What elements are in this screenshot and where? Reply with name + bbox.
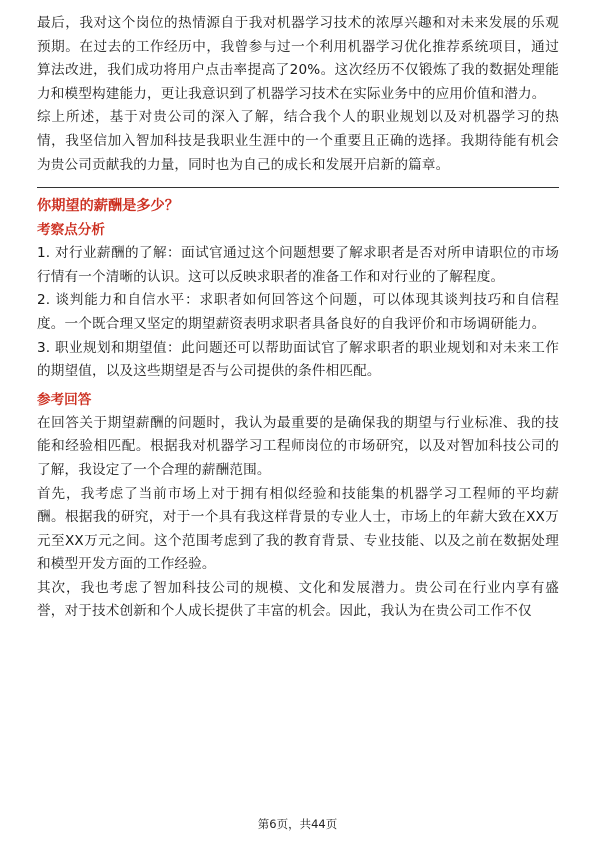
intro-paragraph-2: 综上所述，基于对贵公司的深入了解，结合我个人的职业规划以及对机器学习的热情，我坚信加入智加科技是我职业生涯中的一个重要且正确的选择。我期待能有机会为贵公司贡献我的力量，同时也为自己的成长和发展开启新的篇章。 (37, 109, 559, 173)
analysis-item-3: 3. 职业规划和期望值：此问题还可以帮助面试官了解求职者的职业规划和对未来工作的期望值，以及这些期望是否与公司提供的条件相匹配。 (37, 339, 559, 380)
answer-paragraph-3: 其次，我也考虑了智加科技公司的规模、文化和发展潜力。贵公司在行业内享有盛誉，对于技术创新和个人成长提供了丰富的机会。因此，我认为在贵公司工作不仅 (37, 579, 559, 620)
answer-paragraph-1: 在回答关于期望薪酬的问题时，我认为最重要的是确保我的期望与行业标准、我的技能和经验相匹配。根据我对机器学习工程师岗位的市场研究，以及对智加科技公司的了解，我设定了一个合理的薪酬范围。 (37, 414, 559, 478)
intro-paragraph-1: 最后，我对这个岗位的热情源自于我对机器学习技术的浓厚兴趣和对未来发展的乐观预期。在过去的工作经历中，我曾参与过一个利用机器学习优化推荐系统项目，通过算法改进，我们成功将用户点击率提高了20%。这次经历不仅锻炼了我的数据处理能力和模型构建能力，更让我意识到了机器学习技术在实际业务中的应用价值和潜力。 (37, 15, 559, 102)
answer-paragraph-2: 首先，我考虑了当前市场上对于拥有相似经验和技能集的机器学习工程师的平均薪酬。根据我的研究，对于一个具有我这样背景的专业人士，市场上的年薪大致在XX万元至XX万元之间。这个范围考虑到了我的教育背景、专业技能、以及之前在数据处理和模型开发方面的工作经验。 (37, 485, 559, 573)
analysis-item-1: 1. 对行业薪酬的了解：面试官通过这个问题想要了解求职者是否对所申请职位的市场行情有一个清晰的认识。这可以反映求职者的准备工作和对行业的了解程度。 (37, 245, 559, 285)
question-title: 你期望的薪酬是多少？ (37, 198, 179, 215)
section-divider (37, 187, 559, 188)
analysis-item-2: 2. 谈判能力和自信水平：求职者如何回答这个问题，可以体现其谈判技巧和自信程度。一个既合理又坚定的期望薪资表明求职者具备良好的自我评价和市场调研能力。 (37, 292, 559, 332)
page-number-footer: 第6页，共44页 (257, 817, 338, 831)
page-content (37, 12, 559, 624)
answer-heading: 参考回答 (37, 391, 92, 408)
analysis-heading: 考察点分析 (37, 222, 105, 239)
